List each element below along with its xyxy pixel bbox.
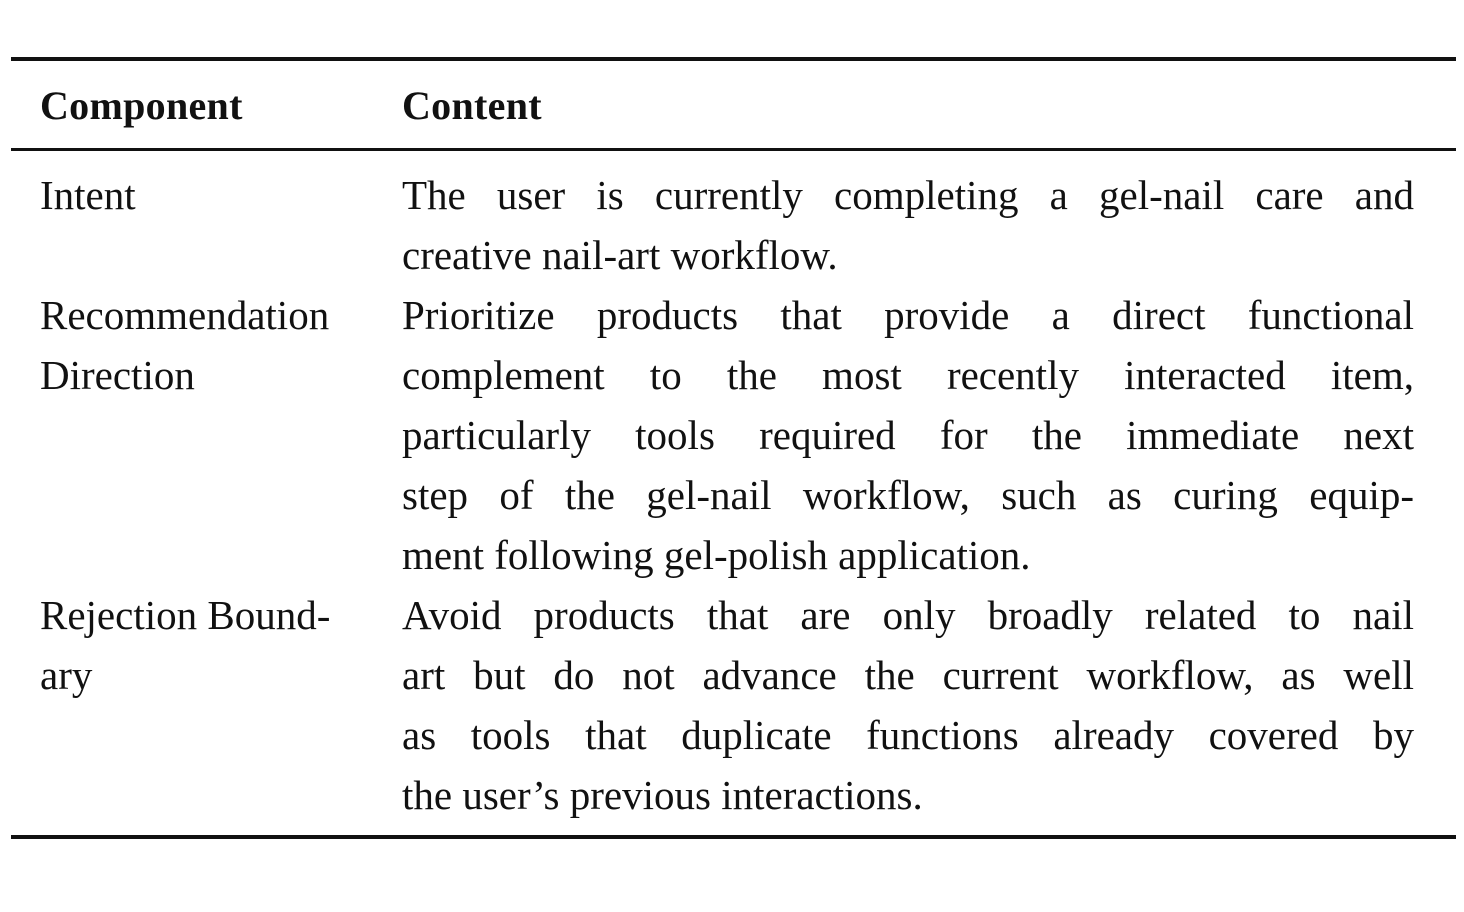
table-row <box>11 285 1456 585</box>
row-content-line: step of the gel-nail workflow, such as curing equip- <box>402 472 1414 518</box>
row-content-cell <box>402 585 1414 825</box>
table-header-row <box>11 61 1456 148</box>
row-component-cell <box>11 165 402 225</box>
row-component-text: Intent <box>40 172 136 218</box>
bottom-rule <box>11 835 1456 839</box>
row-component-cell <box>11 585 402 705</box>
header-content: Content <box>402 82 542 128</box>
row-content-line: the user’s previous interactions. <box>402 772 923 818</box>
header-component: Component <box>40 82 243 128</box>
row-content-line: particularly tools required for the immediate next <box>402 412 1414 458</box>
row-component-text: Recommendation <box>40 292 330 338</box>
row-content-line: creative nail-art workflow. <box>402 232 838 278</box>
row-content-cell <box>402 285 1414 585</box>
row-content-line: complement to the most recently interacted item, <box>402 352 1414 398</box>
row-content-cell <box>402 165 1414 285</box>
row-component-text: ary <box>40 652 93 698</box>
row-component-text: Direction <box>40 352 195 398</box>
row-content-line: Prioritize products that provide a direct functional <box>402 292 1414 338</box>
row-content-line: art but do not advance the current workflow, as well <box>402 652 1414 698</box>
row-component-cell <box>11 285 402 405</box>
row-component-text: Rejection Bound- <box>40 592 331 638</box>
row-content-line: ment following gel-polish application. <box>402 532 1031 578</box>
table-row <box>11 165 1456 285</box>
table-body <box>11 151 1456 835</box>
component-table <box>11 57 1456 839</box>
row-content-line: as tools that duplicate functions already covered by <box>402 712 1414 758</box>
table-row <box>11 585 1456 825</box>
row-content-line: The user is currently completing a gel-nail care and <box>402 172 1414 218</box>
row-content-line: Avoid products that are only broadly related to nail <box>402 592 1414 638</box>
